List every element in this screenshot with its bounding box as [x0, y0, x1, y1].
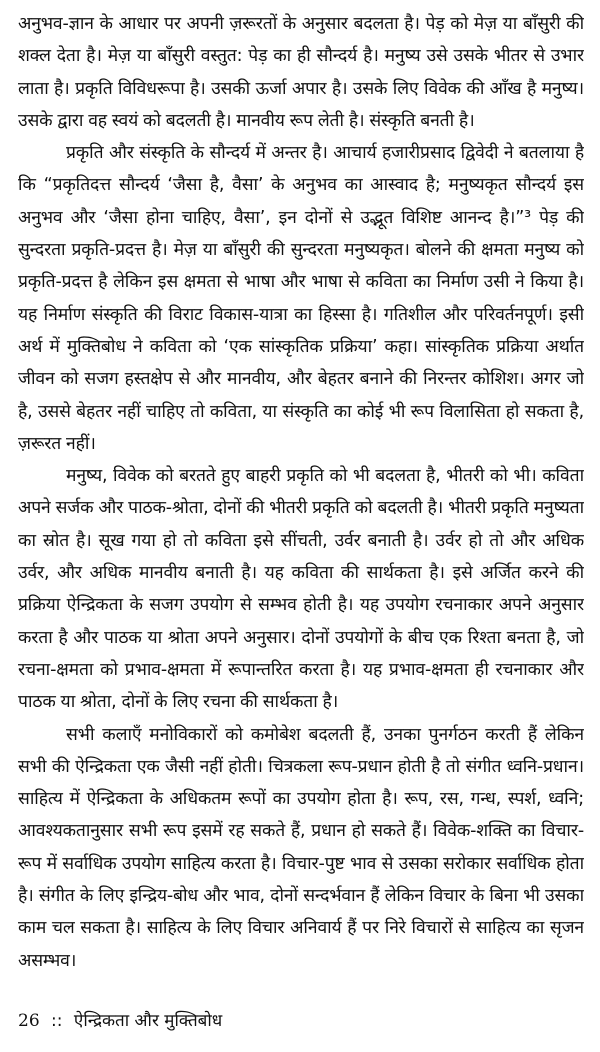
- page-footer: [18, 1008, 228, 1031]
- paragraph-3: मनुष्य, विवेक को बरतते हुए बाहरी प्रकृति को भी बदलता है, भीतरी को भी। कविता अपने सर्जक और पाठक-श्रोता, दोनों की भीतरी प्रकृति को बदलती है। भीतरी प्रकृति मनुष्यता का स्रोत है। सूख गया हो तो कविता इसे सींचती, उर्वर बनाती है। उर्वर हो तो और अधिक उर्वर, और अधिक मानवीय बनाती है। यह कविता की सार्थकता है। इसे अर्जित करने की प्रक्रिया ऐन्द्रिकता के सजग उपयोग से सम्भव होती है। यह उपयोग रचनाकार अपने अनुसार करता है और पाठक या श्रोता अपने अनुसार। दोनों उपयोगों के बीच एक रिश्ता बनता है, जो रचना-क्षमता को प्रभाव-क्षमता में रूपान्तरित करता है। यह प्रभाव-क्षमता ही रचनाकार और पाठक या श्रोता, दोनों के लिए रचना की सार्थकता है।: [18, 466, 584, 713]
- book-title: ऐन्द्रिकता और मुक्तिबोध: [73, 1011, 223, 1031]
- paragraph-2: प्रकृति और संस्कृति के सौन्दर्य में अन्तर है। आचार्य हजारीप्रसाद द्विवेदी ने बतलाया है कि “प्रकृतिदत्त सौन्दर्य ‘जैसा है, वैसा’ के अनुभव का आस्वाद है; मनुष्यकृत सौन्दर्य इस अनुभव और ‘जैसा होना चाहिए, वैसा’, इन दोनों से उद्भूत विशिष्ट आनन्द है।”³ पेड़ की सुन्दरता प्रकृति-प्रदत्त है। मेज़ या बाँसुरी की सुन्दरता मनुष्यकृत। बोलने की क्षमता मनुष्य को प्रकृति-प्रदत्त है लेकिन इस क्षमता से भाषा और भाषा से कविता का निर्माण उसी ने किया है। यह निर्माण संस्कृति की विराट विकास-यात्रा का हिस्सा है। गतिशील और परिवर्तनपूर्ण। इसी अर्थ में मुक्तिबोध ने कविता को ‘एक सांस्कृतिक प्रक्रिया’ कहा। सांस्कृतिक प्रक्रिया अर्थात जीवन को सजग हस्तक्षेप से और मानवीय, और बेहतर बनाने की निरन्तर कोशिश। अगर जो है, उससे बेहतर नहीं चाहिए तो कविता, या संस्कृति का कोई भी रूप विलासिता हो सकता है, ज़रूरत नहीं।: [18, 143, 584, 454]
- page-number: 26: [18, 1011, 40, 1031]
- page-body: [18, 8, 584, 998]
- paragraph-1: अनुभव-ज्ञान के आधार पर अपनी ज़रूरतों के अनुसार बदलता है। पेड़ को मेज़ या बाँसुरी की शक्ल देता है। मेज़ या बाँसुरी वस्तुत: पेड़ का ही सौन्दर्य है। मनुष्य उसे उसके भीतर से उभार लाता है। प्रकृति विविधरूपा है। उसकी ऊर्जा अपार है। उसके लिए विवेक की आँख है मनुष्य। उसके द्वारा वह स्वयं को बदलती है। मानवीय रूप लेती है। संस्कृति बनती है।: [18, 14, 584, 131]
- paragraph-4: सभी कलाएँ मनोविकारों को कमोबेश बदलती हैं, उनका पुनर्गठन करती हैं लेकिन सभी की ऐन्द्रिकता एक जैसी नहीं होती। चित्रकला रूप-प्रधान होती है तो संगीत ध्वनि-प्रधान। साहित्य में ऐन्द्रिकता के अधिकतम रूपों का उपयोग होता है। रूप, रस, गन्ध, स्पर्श, ध्वनि; आवश्यकतानुसार सभी रूप इसमें रह सकते हैं, प्रधान हो सकते हैं। विवेक-शक्ति का विचार-रूप में सर्वाधिक उपयोग साहित्य करता है। विचार-पुष्ट भाव से उसका सरोकार सर्वाधिक होता है। संगीत के लिए इन्द्रिय-बोध और भाव, दोनों सन्दर्भवान हैं लेकिन विचार के बिना भी उसका काम चल सकता है। साहित्य के लिए विचार अनिवार्य हैं पर निरे विचारों से साहित्य का सृजन असम्भव।: [18, 724, 584, 971]
- footer-separator: ::: [51, 1011, 63, 1031]
